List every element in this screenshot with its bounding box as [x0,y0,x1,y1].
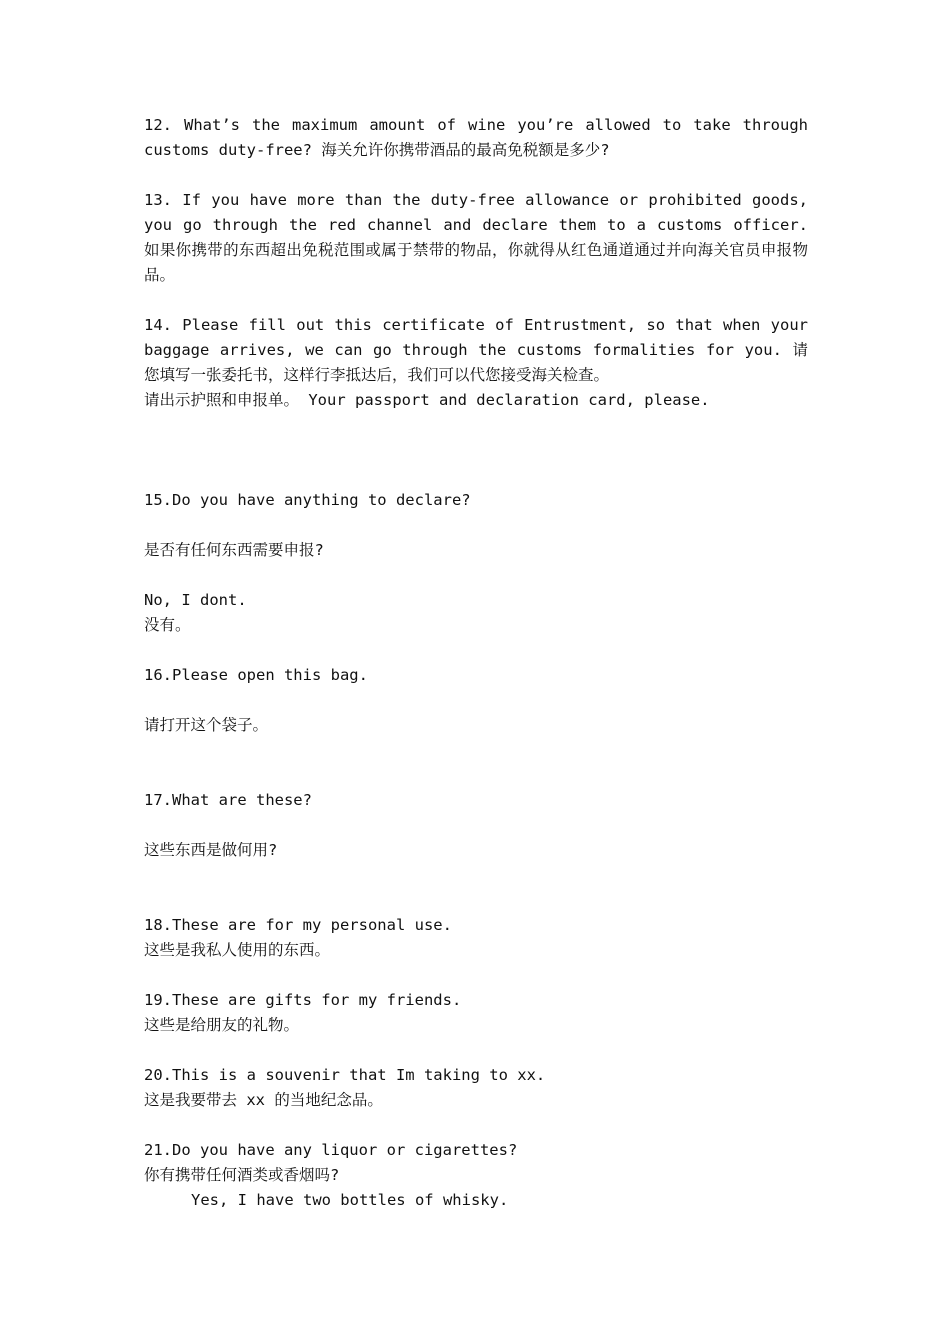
spacer [144,863,808,913]
item-15-answer: No, I dont. [144,591,247,609]
spacer [144,163,808,188]
spacer [144,563,808,588]
item-15-question-zh: 是否有任何东西需要申报? [144,541,324,559]
item-15-question: 15.Do you have anything to declare? [144,491,471,509]
item-20-zh: 这是我要带去 xx 的当地纪念品。 [144,1091,383,1109]
spacer [144,688,808,713]
item-21-question: 21.Do you have any liquor or cigarettes? [144,1141,518,1159]
spacer [144,1038,808,1063]
item-17-question-zh: 这些东西是做何用? [144,841,278,859]
item-13: 13. If you have more than the duty-free allowance or prohibited goods, you go through the red channel and declare them to a customs officer. 如果你携带的东西超出免税范围或属于禁带的物品，你就得从红色通道通过并向海关官员申报物品。 [144,191,808,284]
spacer [144,1113,808,1138]
spacer [144,413,808,488]
item-21-question-zh: 你有携带任何酒类或香烟吗? [144,1166,340,1184]
item-18-zh: 这些是我私人使用的东西。 [144,941,331,959]
item-12: 12. What’s the maximum amount of wine you’re allowed to take through customs duty-free? 海关允许你携带酒品的最高免税额是多少? [144,116,808,159]
item-16-question: 16.Please open this bag. [144,666,368,684]
spacer [144,963,808,988]
spacer [144,738,808,788]
item-19: 19.These are gifts for my friends. [144,991,462,1009]
item-14-passport: 请出示护照和申报单。 Your passport and declaration card, please. [144,391,710,409]
item-19-zh: 这些是给朋友的礼物。 [144,1016,300,1034]
item-18: 18.These are for my personal use. [144,916,452,934]
item-16-question-zh: 请打开这个袋子。 [144,716,269,734]
item-17-question: 17.What are these? [144,791,312,809]
spacer [144,813,808,838]
spacer [144,288,808,313]
item-20: 20.This is a souvenir that Im taking to xx. [144,1066,546,1084]
spacer [144,638,808,663]
spacer [144,513,808,538]
item-14: 14. Please fill out this certificate of Entrustment, so that when your baggage arrives, we can go through the customs formalities for you. 请您填写一张委托书，这样行李抵达后，我们可以代您接受海关检查。 [144,316,808,384]
item-21-answer: Yes, I have two bottles of whisky. [191,1191,509,1209]
item-15-answer-zh: 没有。 [144,616,191,634]
document-page [144,113,808,1213]
